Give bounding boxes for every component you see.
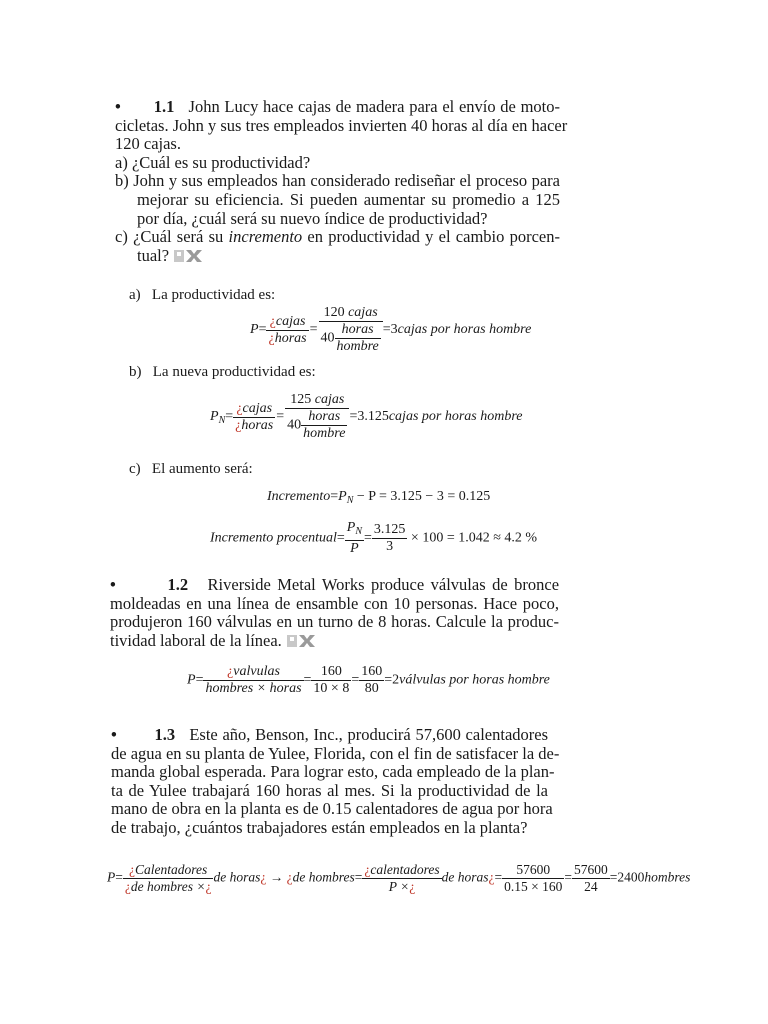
equation-increment: $Incremento=P_N - P = 3.125 - 3 = 0.125$: [267, 489, 491, 506]
result-unit: cajas por horas hombre: [397, 322, 532, 338]
text-line: Riverside Metal Works produce válvulas de bronce: [207, 575, 560, 594]
fraction-values: [372, 522, 408, 555]
question-c-line-1: [115, 228, 560, 247]
problem-number: 1.1: [153, 97, 175, 116]
problem-1-2-line-2: moldeadas en una línea de ensamble con 10 personas. Hace poco,: [110, 593, 559, 613]
denominator: hombres × horas: [205, 681, 302, 696]
percent-expression: × 100 = 1.042 ≈ 4.2 %: [410, 530, 538, 546]
inner-numerator: horas: [301, 409, 347, 426]
text-line: en productividad y el cambio porcen-: [307, 227, 560, 247]
question-mark: ¿: [129, 862, 136, 877]
equation-labor-productivity: P= $\frac{\text{¿valvulas}}{\text{hombres × horas}}$ = $\frac{160}{10 \times 8}$ = $\frac{160}{80}$ =2válvulas por horas hombre: [187, 664, 550, 696]
problem-number: 1.2: [167, 575, 189, 594]
equals-sign: =: [309, 322, 318, 338]
question-b-line-1: b) John y sus empleados han considerado rediseñar el proceso para: [115, 171, 560, 191]
question-mark: ¿: [409, 879, 416, 894]
numerator: valvulas: [233, 664, 280, 679]
denominator-value: 10 × 8: [313, 681, 350, 696]
variable-p: P: [107, 869, 116, 885]
equation-new-productivity: [210, 392, 523, 442]
question-mark: ¿: [286, 869, 293, 885]
equals-sign: =: [258, 322, 267, 338]
numerator-value: 120: [323, 305, 345, 320]
subscript-n: N: [355, 526, 363, 537]
equals-sign: =: [225, 409, 234, 425]
item-label: c): [129, 461, 141, 477]
fraction: [233, 401, 275, 434]
problem-1-2-line-1: [110, 576, 559, 595]
variable-p: P: [187, 672, 196, 688]
question-mark: ¿: [227, 664, 234, 679]
equals-sign: =: [276, 409, 285, 425]
inner-fraction: [335, 322, 381, 355]
denominator: horas: [241, 417, 274, 433]
question-mark: ¿: [364, 862, 371, 877]
denominator: P ×: [388, 879, 410, 894]
numerator: Calentadores: [135, 862, 208, 877]
fraction-values: [572, 862, 610, 895]
equation-productivity: [250, 305, 531, 355]
question-mark: ¿: [205, 879, 212, 894]
denominator: de hombres ×: [130, 879, 206, 894]
question-mark: ¿: [260, 869, 267, 885]
text-line: Este año, Benson, Inc., producirá 57,600 calentadores: [189, 725, 549, 744]
question-b-line-2: mejorar su eficiencia. Si pueden aumentar su promedio a 125: [137, 189, 560, 209]
inner-denominator: hombre: [336, 339, 379, 354]
fraction: [266, 314, 308, 347]
fraction-values: [311, 664, 351, 697]
text-line: tual?: [137, 245, 170, 265]
text-line: tividad laboral de la línea.: [110, 630, 282, 650]
result-unit: hombres: [644, 869, 691, 885]
increment-expression: − P = 3.125 − 3 = 0.125: [356, 489, 491, 504]
problem-1-3: [111, 725, 560, 838]
result-value: =2400: [609, 869, 645, 885]
subscript-n: N: [218, 415, 226, 427]
question-mark: ¿: [488, 869, 495, 885]
solution-c-label: [129, 460, 253, 478]
question-mark: ¿: [268, 330, 275, 346]
denominator-coef: 40: [287, 417, 302, 433]
bullet: •: [115, 97, 121, 116]
text-de-horas: de horas: [441, 869, 489, 885]
problem-1-2-line-3: produjeron 160 válvulas en un turno de 8 horas. Calcule la produc-: [110, 612, 559, 632]
problem-1-1-line-2: cicletas. John y sus tres empleados invierten 40 horas al día en hacer: [115, 115, 568, 135]
fraction: [345, 520, 364, 557]
compound-fraction: [319, 305, 383, 355]
numerator-value: 125: [290, 392, 312, 407]
item-text: La nueva productividad es:: [152, 364, 316, 380]
result-value: =2: [384, 672, 400, 688]
increment-label: Incremento: [267, 489, 331, 504]
numerator: cajas: [275, 313, 306, 329]
numerator: cajas: [242, 400, 273, 416]
variable-p: P: [250, 322, 259, 338]
bullet: •: [110, 575, 116, 594]
denominator-value: 0.15 × 160: [504, 879, 563, 894]
result-unit: válvulas por horas hombre: [399, 672, 550, 688]
text-line: c) ¿Cuál será su: [115, 227, 224, 247]
numerator-value: 160: [361, 664, 383, 679]
equation-percent-increment: Incremento procentual= $\frac{P_N}{P}$ = $\frac{3.125}{3}$ × 100 = 1.042 ≈ 4.2 %: [210, 520, 538, 556]
problem-1-3-line-3: manda global esperada. Para lograr esto, cada empleado de la plan-: [111, 762, 555, 782]
question-mark: ¿: [235, 417, 242, 433]
numerator-value: 57600: [573, 862, 608, 877]
fraction: [362, 862, 441, 895]
problem-1-3-line-4: ta de Yulee trabajará 160 horas al mes. Si la productividad de la: [111, 780, 548, 800]
question-mark: ¿: [124, 879, 131, 894]
fraction-values: [359, 664, 384, 697]
subscript-n: N: [346, 495, 354, 506]
px-logo-icon: [173, 249, 203, 263]
question-mark: ¿: [236, 400, 243, 416]
denominator-value: 24: [584, 879, 598, 894]
denominator-value: 80: [364, 681, 379, 696]
numerator: calentadores: [370, 862, 440, 877]
fraction: [123, 862, 214, 895]
variable-p: P: [346, 520, 356, 535]
inner-denominator: hombre: [303, 426, 346, 441]
text-de-horas: de horas: [213, 869, 261, 885]
problem-1-1: [115, 97, 568, 265]
problem-number: 1.3: [154, 725, 176, 744]
problem-1-1-line-3: 120 cajas.: [115, 134, 181, 154]
denominator-value: 3: [386, 539, 394, 554]
question-mark: ¿: [269, 313, 276, 329]
variable-p: P: [210, 409, 219, 425]
numerator-unit: cajas: [348, 305, 378, 320]
problem-1-3-line-2: de agua en su planta de Yulee, Florida, con el fin de satisfacer la de-: [111, 743, 560, 763]
solution-a-label: [129, 286, 275, 304]
denominator: P: [350, 541, 359, 556]
solution-b-label: [129, 363, 316, 381]
compound-fraction: [285, 392, 349, 442]
numerator-value: 3.125: [373, 522, 406, 537]
problem-1-3-line-1: [111, 726, 548, 745]
question-a: a) ¿Cuál es su productividad?: [115, 152, 311, 172]
bullet: •: [111, 725, 117, 744]
percent-increment-label: Incremento procentual: [210, 530, 337, 546]
item-label: b): [129, 364, 142, 380]
denominator: horas: [274, 330, 307, 346]
problem-1-1-line-1: [115, 98, 560, 117]
item-text: El aumento será:: [151, 461, 253, 477]
problem-1-2-line-4: [110, 632, 559, 651]
fraction: [203, 664, 303, 697]
item-label: a): [129, 287, 141, 303]
item-text: La productividad es:: [151, 287, 276, 303]
emphasis-text: incremento: [228, 227, 303, 247]
equation-workers: P= $\frac{\text{¿Calentadores}}{\text{¿de hombres ×¿}}$ de horas¿ → ¿de hombres= $\frac{\text{¿calentadores}}{P \times¿}$ de horas¿= $\frac{57600}{0.15 \times 160}$ = $\frac{57600}{24}$ =2400hombres: [107, 862, 691, 894]
question-c-line-2: [115, 247, 560, 266]
numerator-value: 57600: [502, 862, 564, 879]
arrow-icon: →: [269, 869, 284, 885]
result-value: =3.125: [349, 409, 389, 425]
text-de-hombres: de hombres: [292, 869, 355, 885]
denominator-coef: 40: [320, 330, 335, 346]
text-line: John Lucy hace cajas de madera para el envío de moto-: [188, 97, 561, 116]
problem-1-2: [110, 576, 559, 650]
result-unit: cajas por horas hombre: [388, 409, 523, 425]
result-value: =3: [382, 322, 398, 338]
problem-1-3-line-5: mano de obra en la planta es de 0.15 calentadores de agua por hora: [111, 799, 553, 819]
px-logo-icon: [286, 634, 316, 648]
inner-fraction: [301, 409, 347, 442]
question-b-line-3: por día, ¿cuál será su nuevo índice de productividad?: [137, 208, 488, 228]
problem-1-3-line-6: de trabajo, ¿cuántos trabajadores están empleados en la planta?: [111, 817, 528, 837]
numerator-value: 160: [311, 664, 351, 681]
variable-p: P: [338, 489, 347, 504]
fraction-values: [502, 862, 564, 895]
inner-numerator: horas: [335, 322, 381, 339]
numerator-unit: cajas: [314, 392, 345, 407]
